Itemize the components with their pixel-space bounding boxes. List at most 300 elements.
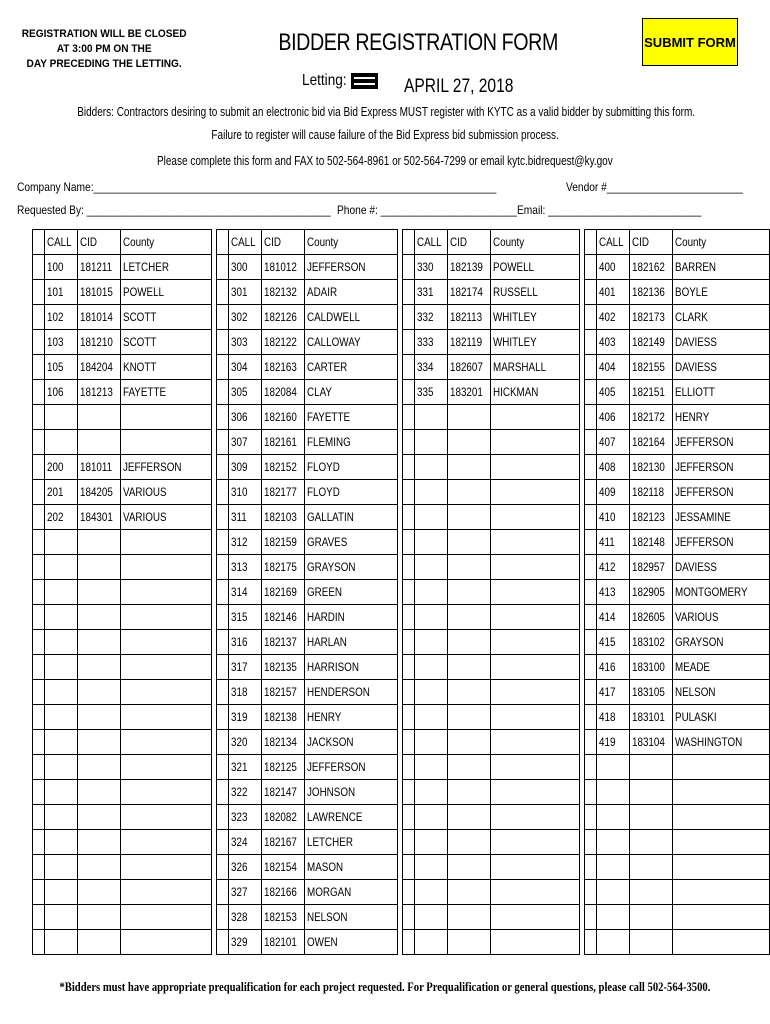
cid-cell-text: 184301 [79,510,113,524]
county-cell [120,480,211,505]
cid-cell [629,255,672,280]
cid-cell [77,630,120,655]
call-cell [229,305,262,330]
cid-cell-text: 182905 [631,585,665,599]
county-cell [305,555,398,580]
table-row [33,705,770,730]
select-checkbox-cell [33,680,45,705]
select-checkbox-cell[interactable] [585,730,597,755]
county-cell [673,905,770,930]
table-row [33,680,770,705]
table-row [33,355,770,380]
call-cell-text: 327 [231,885,248,899]
cid-cell [629,680,672,705]
call-cell [44,355,77,380]
notice-line: DAY PRECEDING THE LETTING. [26,58,182,70]
county-cell [305,330,398,355]
call-cell [415,930,448,955]
county-cell [120,555,211,580]
cid-cell-text: 182138 [264,710,297,724]
county-cell [491,305,579,330]
county-cell [491,830,579,855]
table-row [33,630,770,655]
cid-cell [448,330,491,355]
call-cell [229,405,262,430]
call-cell-text: 100 [46,260,64,274]
county-cell-text: VARIOUS [675,610,719,624]
cid-cell [77,605,120,630]
county-cell-text: JESSAMINE [675,510,731,524]
select-checkbox-cell[interactable] [403,280,415,305]
call-cell [596,855,629,880]
select-checkbox-cell[interactable] [33,355,45,380]
cid-cell-text: 182132 [264,285,297,299]
select-checkbox-cell[interactable] [585,505,597,530]
call-cell [596,655,629,680]
call-cell-text: 404 [598,360,616,374]
cid-cell-text: 182149 [631,335,665,349]
select-checkbox-cell[interactable] [217,280,229,305]
cid-cell [77,455,120,480]
county-cell-text: FLOYD [307,485,340,499]
cid-cell [629,730,672,755]
cid-cell-text: 181211 [79,260,113,274]
call-cell-text: 334 [417,360,434,374]
county-cell [120,430,211,455]
cid-cell [629,655,672,680]
call-cell [415,605,448,630]
county-cell [120,280,211,305]
cid-cell [629,580,672,605]
county-cell-text: BOYLE [675,285,708,299]
county-cell-text: POWELL [493,260,535,274]
county-cell-text: NELSON [675,685,716,699]
table-row [33,555,770,580]
cid-cell-text: 183104 [631,735,665,749]
cid-cell [262,505,305,530]
cid-cell [629,755,672,780]
call-cell [44,255,77,280]
county-cell [491,530,579,555]
cid-cell [629,930,672,955]
county-cell-text: FLOYD [307,460,340,474]
cid-cell [262,280,305,305]
call-cell [415,480,448,505]
county-cell-text: CLAY [307,385,333,399]
select-checkbox-cell[interactable] [585,280,597,305]
select-checkbox-cell[interactable] [217,855,229,880]
call-cell-text: 415 [598,635,616,649]
county-cell-text: POWELL [122,285,164,299]
cid-cell [77,705,120,730]
select-checkbox-cell[interactable] [585,255,597,280]
cid-cell-text: 182148 [631,535,665,549]
county-cell [491,380,579,405]
call-cell [44,805,77,830]
cid-cell-text: 183105 [631,685,665,699]
select-checkbox-cell [403,480,415,505]
select-checkbox-cell[interactable] [217,580,229,605]
select-checkbox-cell[interactable] [217,505,229,530]
county-cell-text: LAWRENCE [307,810,363,824]
select-checkbox-cell [403,705,415,730]
select-checkbox-cell [403,580,415,605]
select-checkbox-cell[interactable] [217,655,229,680]
call-cell [229,380,262,405]
call-cell-text: 300 [231,260,248,274]
call-cell [44,930,77,955]
call-cell [44,830,77,855]
cid-cell-text: 182607 [450,360,484,374]
cid-cell [262,430,305,455]
select-checkbox-cell [33,705,45,730]
select-checkbox-cell[interactable] [403,305,415,330]
call-cell [596,505,629,530]
table-row [33,530,770,555]
select-header-cell [217,230,229,255]
select-checkbox-cell [585,780,597,805]
call-cell [415,355,448,380]
call-cell [229,830,262,855]
select-checkbox-cell[interactable] [585,530,597,555]
cid-header [448,230,491,255]
call-cell [415,380,448,405]
select-checkbox-cell [585,930,597,955]
county-cell [120,405,211,430]
select-checkbox-cell[interactable] [403,355,415,380]
cid-cell [77,580,120,605]
county-cell [491,455,579,480]
select-checkbox-cell[interactable] [403,255,415,280]
project-grid [32,229,770,955]
select-checkbox-cell [33,630,45,655]
select-checkbox-cell[interactable] [403,380,415,405]
requested-by-field[interactable]: Requested By: ___________________________________________ [17,203,331,217]
select-checkbox-cell[interactable] [585,680,597,705]
select-header-cell [585,230,597,255]
letting-redacted-mark [351,73,378,89]
cid-cell [629,455,672,480]
county-cell [491,555,579,580]
call-cell [415,580,448,605]
county-cell-text: LETCHER [307,835,354,849]
call-cell [415,880,448,905]
call-cell [44,380,77,405]
cid-cell [262,780,305,805]
cid-cell [262,655,305,680]
select-checkbox-cell[interactable] [217,630,229,655]
call-cell [596,255,629,280]
select-checkbox-cell [33,905,45,930]
call-cell [44,855,77,880]
cid-cell [448,305,491,330]
table-row [33,580,770,605]
county-cell [491,280,579,305]
county-cell [673,530,770,555]
select-checkbox-cell[interactable] [217,305,229,330]
call-cell-text: 331 [417,285,434,299]
select-checkbox-cell[interactable] [33,280,45,305]
cid-cell-text: 182147 [264,785,297,799]
cid-cell [448,680,491,705]
select-checkbox-cell[interactable] [585,480,597,505]
county-cell [673,430,770,455]
county-cell-text: GREEN [307,585,343,599]
county-cell-text: CALLOWAY [307,335,361,349]
select-checkbox-cell[interactable] [217,605,229,630]
select-checkbox-cell[interactable] [33,480,45,505]
select-checkbox-cell[interactable] [217,830,229,855]
call-cell [596,480,629,505]
call-header-text: CALL [231,235,256,249]
select-checkbox-cell[interactable] [217,905,229,930]
select-checkbox-cell[interactable] [585,655,597,680]
cid-cell-text: 182162 [631,260,665,274]
select-checkbox-cell [403,455,415,480]
select-checkbox-cell[interactable] [33,255,45,280]
cid-cell [77,255,120,280]
county-cell-text: JEFFERSON [675,485,734,499]
call-cell-text: 411 [598,535,615,549]
county-cell [673,605,770,630]
cid-cell [629,880,672,905]
select-checkbox-cell[interactable] [217,430,229,455]
select-checkbox-cell[interactable] [217,455,229,480]
county-cell-text: HARLAN [307,635,348,649]
call-cell [229,580,262,605]
select-checkbox-cell[interactable] [217,680,229,705]
select-checkbox-cell[interactable] [217,405,229,430]
cid-cell [448,655,491,680]
select-checkbox-cell[interactable] [217,730,229,755]
county-cell-text: WASHINGTON [675,735,743,749]
call-cell [596,430,629,455]
table-row [33,780,770,805]
select-checkbox-cell[interactable] [403,330,415,355]
county-cell-text: CALDWELL [307,310,361,324]
county-cell [673,255,770,280]
call-cell [415,630,448,655]
select-checkbox-cell [33,605,45,630]
cid-cell-text: 182157 [264,685,297,699]
select-checkbox-cell[interactable] [585,605,597,630]
call-cell [44,605,77,630]
select-checkbox-cell[interactable] [217,755,229,780]
county-cell-text: PULASKI [675,710,717,724]
county-cell [305,505,398,530]
select-checkbox-cell[interactable] [585,430,597,455]
footnote [0,980,770,995]
call-cell-text: 319 [231,710,248,724]
cid-cell-text: 184205 [79,485,113,499]
company-name-field[interactable]: Company Name:_______________________________________________________________________ [17,180,497,194]
select-checkbox-cell[interactable] [33,305,45,330]
county-cell [673,380,770,405]
cid-cell-text: 182159 [264,535,297,549]
select-checkbox-cell[interactable] [217,355,229,380]
county-cell [120,255,211,280]
select-checkbox-cell[interactable] [33,330,45,355]
call-cell [415,705,448,730]
cid-cell-text: 183102 [631,635,665,649]
select-checkbox-cell[interactable] [217,930,229,955]
cid-cell-text: 181210 [79,335,113,349]
cid-header-text: CID [631,235,649,249]
cid-cell [77,930,120,955]
info-text: Failure to register will cause failure of the Bid Express bid submission process. [211,128,559,142]
select-checkbox-cell[interactable] [217,880,229,905]
email-field[interactable]: Email: ___________________________ [517,203,702,217]
table-header-row [33,230,770,255]
county-cell-text: JEFFERSON [675,535,734,549]
table-row [33,405,770,430]
select-checkbox-cell [585,855,597,880]
cid-cell [448,830,491,855]
phone-field[interactable]: Phone #: ________________________ [337,203,517,217]
notice-line: AT 3:00 PM ON THE [56,43,152,55]
cid-cell [629,780,672,805]
county-cell [491,630,579,655]
cid-cell-text: 182130 [631,460,665,474]
county-cell-text: VARIOUS [122,510,167,524]
call-header [44,230,77,255]
cid-cell-text: 182166 [264,885,297,899]
county-cell [491,805,579,830]
select-checkbox-cell[interactable] [585,405,597,430]
select-checkbox-cell[interactable] [585,705,597,730]
cid-cell-text: 182122 [264,335,297,349]
county-cell-text: HENRY [675,410,710,424]
cid-cell [77,480,120,505]
cid-cell-text: 182605 [631,610,665,624]
call-cell [229,455,262,480]
select-checkbox-cell[interactable] [585,555,597,580]
table-row [33,280,770,305]
cid-cell [448,255,491,280]
call-cell [596,780,629,805]
call-cell-text: 330 [417,260,434,274]
county-cell-text: CLARK [675,310,708,324]
cid-cell [262,755,305,780]
cid-cell [448,880,491,905]
select-checkbox-cell [33,830,45,855]
cid-cell [77,555,120,580]
info-line [0,128,770,142]
cid-cell [629,505,672,530]
select-checkbox-cell[interactable] [585,630,597,655]
call-cell [44,505,77,530]
select-checkbox-cell[interactable] [585,455,597,480]
call-cell [415,655,448,680]
cid-cell-text: 183101 [631,710,665,724]
vendor-number-field[interactable]: Vendor #________________________ [566,180,743,194]
county-cell [120,605,211,630]
cid-cell [77,355,120,380]
select-checkbox-cell[interactable] [585,580,597,605]
select-checkbox-cell[interactable] [33,455,45,480]
call-cell [415,730,448,755]
select-checkbox-cell[interactable] [217,255,229,280]
cid-cell [448,905,491,930]
select-checkbox-cell[interactable] [33,505,45,530]
cid-header [629,230,672,255]
county-cell-text: WHITLEY [493,310,537,324]
county-cell-text: HENRY [307,710,342,724]
cid-cell [77,430,120,455]
call-cell [44,880,77,905]
cid-cell [262,255,305,280]
call-cell-text: 317 [231,660,248,674]
cid-cell-text: 182123 [631,510,665,524]
call-cell-text: 414 [598,610,616,624]
call-cell [415,330,448,355]
call-cell-text: 405 [598,385,616,399]
select-checkbox-cell [585,805,597,830]
select-checkbox-cell[interactable] [585,355,597,380]
select-checkbox-cell[interactable] [217,330,229,355]
call-cell [229,330,262,355]
county-cell [305,530,398,555]
call-cell [44,905,77,930]
select-checkbox-cell [403,780,415,805]
cid-cell [262,855,305,880]
call-cell [229,805,262,830]
call-cell [596,580,629,605]
select-checkbox-cell[interactable] [217,480,229,505]
cid-cell [629,805,672,830]
select-checkbox-cell [585,755,597,780]
call-cell [415,430,448,455]
call-cell [229,780,262,805]
call-cell-text: 102 [46,310,64,324]
county-cell [120,380,211,405]
county-cell [305,880,398,905]
call-cell [596,705,629,730]
select-checkbox-cell[interactable] [585,330,597,355]
county-cell [305,305,398,330]
cid-cell [262,455,305,480]
call-cell-text: 303 [231,335,248,349]
cid-cell [448,605,491,630]
call-cell [229,605,262,630]
select-checkbox-cell[interactable] [217,555,229,580]
select-checkbox-cell[interactable] [33,380,45,405]
call-cell [596,880,629,905]
cid-header [77,230,120,255]
cid-cell [77,530,120,555]
call-cell [44,730,77,755]
call-cell-text: 324 [231,835,248,849]
county-header [673,230,770,255]
select-checkbox-cell[interactable] [217,380,229,405]
call-cell-text: 200 [46,460,64,474]
cid-cell [448,280,491,305]
submit-form-button[interactable]: SUBMIT FORM [642,18,738,66]
select-checkbox-cell[interactable] [217,530,229,555]
county-cell [673,855,770,880]
select-checkbox-cell[interactable] [585,305,597,330]
select-checkbox-cell[interactable] [585,380,597,405]
select-checkbox-cell [33,880,45,905]
select-checkbox-cell[interactable] [217,805,229,830]
county-cell-text: MEADE [675,660,711,674]
table-row [33,830,770,855]
cid-cell [77,505,120,530]
county-cell [120,705,211,730]
select-checkbox-cell[interactable] [217,705,229,730]
select-checkbox-cell [403,605,415,630]
select-checkbox-cell[interactable] [217,780,229,805]
